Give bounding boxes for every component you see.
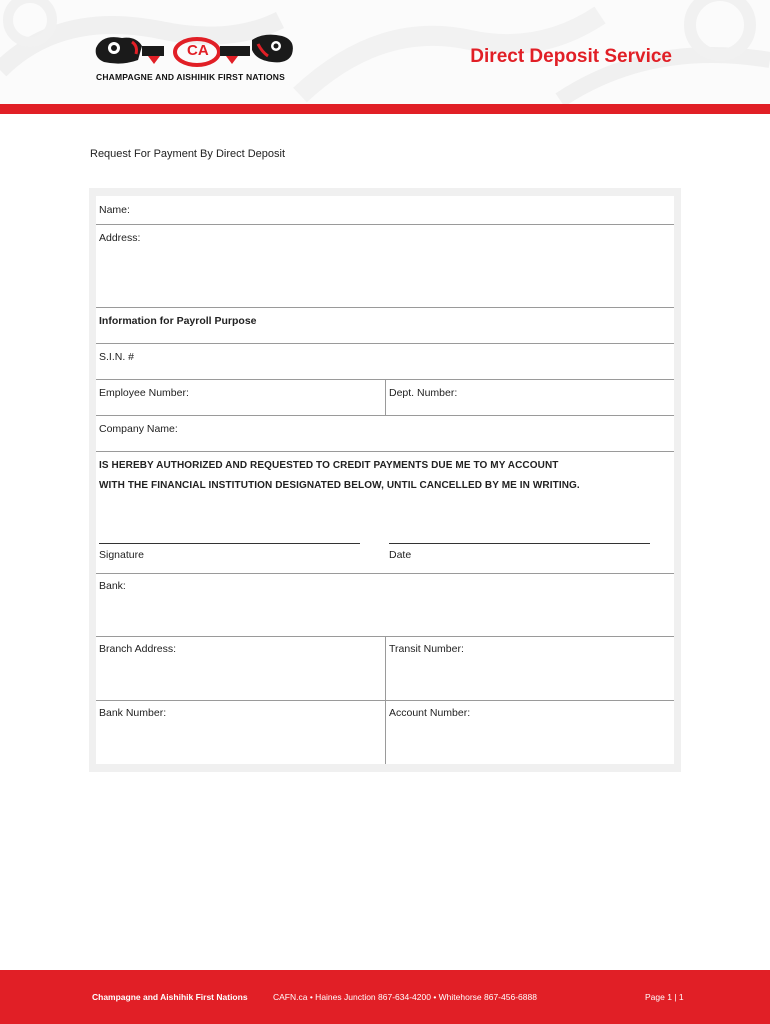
employee-number-field[interactable]: Employee Number: [99,387,189,399]
authorization-text-line2: WITH THE FINANCIAL INSTITUTION DESIGNATED BELOW, UNTIL CANCELLED BY ME IN WRITING. [99,480,580,491]
transit-number-field[interactable]: Transit Number: [389,643,464,655]
divider [96,343,674,344]
page-title: Direct Deposit Service [470,46,672,67]
divider [96,415,674,416]
org-caption: CHAMPAGNE AND AISHIHIK FIRST NATIONS [96,72,286,82]
address-field[interactable]: Address: [99,232,141,244]
divider [96,451,674,452]
bank-field[interactable]: Bank: [99,580,126,592]
bank-number-field[interactable]: Bank Number: [99,707,167,719]
authorization-text-line1: IS HEREBY AUTHORIZED AND REQUESTED TO CREDIT PAYMENTS DUE ME TO MY ACCOUNT [99,460,559,471]
signature-line[interactable] [99,543,360,544]
divider [96,224,674,225]
date-label: Date [389,549,412,561]
divider [96,307,674,308]
header-red-bar [0,104,770,114]
account-number-field[interactable]: Account Number: [389,707,471,719]
footer-org: Champagne and Aishihik First Nations [92,992,248,1002]
date-line[interactable] [389,543,650,544]
column-divider [385,379,386,415]
signature-label: Signature [99,549,144,561]
sin-field[interactable]: S.I.N. # [99,351,135,363]
footer-contact: CAFN.ca • Haines Junction 867-634-4200 • Whitehorse 867-456-6888 [273,992,537,1002]
company-name-field[interactable]: Company Name: [99,423,178,435]
name-field[interactable]: Name: [99,204,130,216]
footer-page-number: Page 1 | 1 [645,992,684,1002]
column-divider [385,636,386,764]
branch-address-field[interactable]: Branch Address: [99,643,177,655]
logo-letters: CA [187,42,209,59]
intro-text: Request For Payment By Direct Deposit [90,148,286,160]
divider [96,573,674,574]
dept-number-field[interactable]: Dept. Number: [389,387,458,399]
payroll-section-heading: Information for Payroll Purpose [99,315,257,327]
